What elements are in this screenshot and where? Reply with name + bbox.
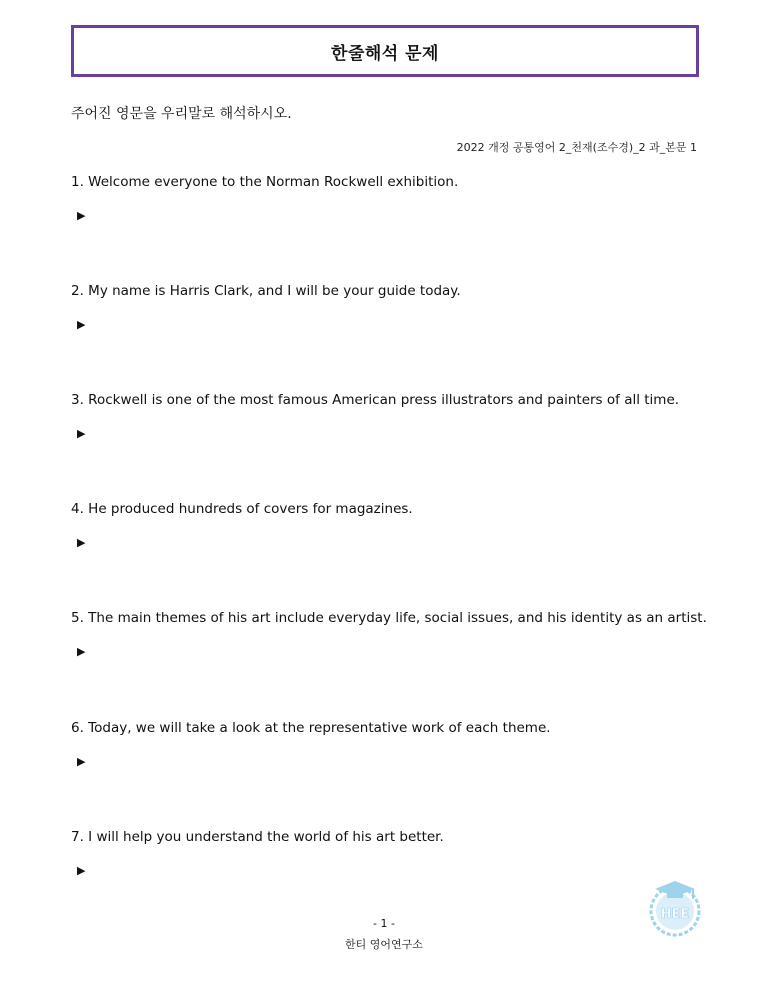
question-item-4 [71,500,701,549]
title-box [71,25,699,77]
question-text: 4. He produced hundreds of covers for magazines. [71,501,413,517]
question-item-7 [71,828,701,877]
logo-graduation-cap-icon [641,875,709,943]
answer-arrow-icon: ▶ [77,755,86,768]
question-text: 1. Welcome everyone to the Norman Rockwell exhibition. [71,174,459,190]
question-text: 2. My name is Harris Clark, and I will be your guide today. [71,283,461,299]
question-text: 3. Rockwell is one of the most famous American press illustrators and painters of all time. [71,392,680,408]
answer-arrow-icon: ▶ [77,427,86,440]
source-label: 2022 개정 공통영어 2_천재(조수경)_2 과_본문 1 [456,141,697,154]
answer-arrow-icon: ▶ [77,536,86,549]
answer-arrow-icon: ▶ [77,318,86,331]
question-item-6 [71,719,701,768]
answer-arrow-icon: ▶ [77,645,86,658]
question-item-3 [71,391,701,440]
question-item-2 [71,282,701,331]
question-text: 6. Today, we will take a look at the representative work of each theme. [71,720,551,736]
footer-label: 한티 영어연구소 [345,938,423,951]
page-title: 한줄해석 문제 [331,43,439,64]
instruction-text: 주어진 영문을 우리말로 해석하시오. [71,106,292,122]
answer-arrow-icon: ▶ [77,864,86,877]
page-number: - 1 - [373,917,395,930]
question-item-5 [71,609,707,658]
question-text: 7. I will help you understand the world of his art better. [71,829,444,845]
answer-arrow-icon: ▶ [77,209,86,222]
logo-text: HEE [660,907,690,922]
question-text: 5. The main themes of his art include everyday life, social issues, and his identity as an artist. [71,610,707,626]
question-item-1 [71,173,701,222]
